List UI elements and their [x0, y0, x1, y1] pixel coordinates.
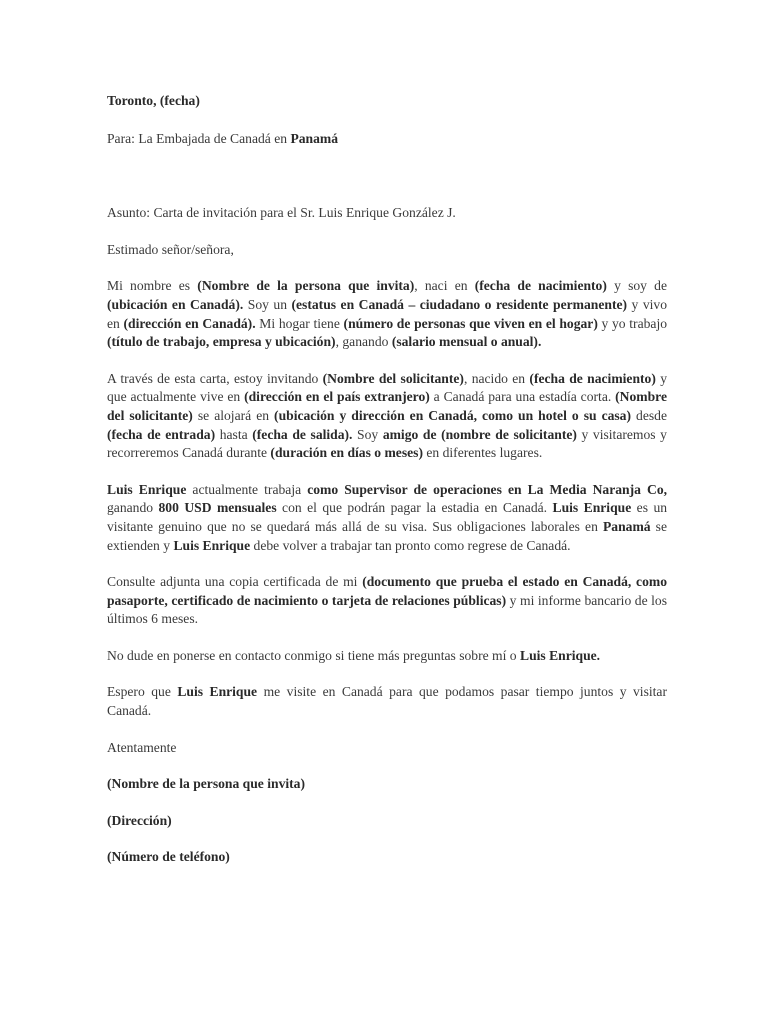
text-run: desde — [631, 407, 667, 423]
bold-run: Panamá — [602, 518, 651, 534]
text-run: , nacido en — [463, 370, 530, 386]
closing: Atentamente — [107, 739, 177, 755]
text-run: No dude en ponerse en contacto conmigo si tiene más preguntas sobre mí o — [107, 647, 520, 663]
bold-run: Luis Enrique — [107, 481, 187, 497]
text-run: es un visitante genuino que no se quedará más allá de su visa. Sus obligaciones laborales en — [107, 500, 668, 534]
paragraph-employment — [107, 481, 667, 555]
text-run: actualmente trabaja — [186, 481, 308, 497]
subject-line: Asunto: Carta de invitación para el Sr. Luis Enrique González J. — [107, 205, 456, 221]
recipient-country: Panamá — [290, 130, 339, 146]
text-run: A través de esta carta, estoy invitando — [107, 370, 323, 386]
bold-run: (Nombre del solicitante) — [322, 370, 464, 386]
greeting: Estimado señor/señora, — [107, 241, 234, 257]
recipient-prefix: Para: La Embajada de Canadá en — [107, 130, 291, 146]
bold-run: (fecha de entrada) — [107, 426, 216, 442]
text-run: y yo trabajo — [597, 315, 668, 331]
text-run: en diferentes lugares. — [422, 445, 543, 461]
text-run: Consulte adjunta una copia certificada de mi — [107, 574, 363, 590]
text-run: debe volver a trabajar tan pronto como regrese de Canadá. — [250, 537, 571, 553]
bold-run: (dirección en el país extranjero) — [244, 389, 430, 405]
text-run: y mi informe bancario de los últimos 6 meses. — [107, 592, 668, 627]
bold-run: (dirección en Canadá). — [123, 315, 256, 331]
bold-run: como Supervisor de operaciones en La Media Naranja Co, — [307, 481, 668, 497]
text-run: Soy un — [243, 296, 292, 312]
text-run: Soy — [352, 426, 383, 442]
bold-run: (Nombre de la persona que invita) — [197, 278, 415, 294]
bold-run: (número de personas que viven en el hogar) — [343, 315, 598, 331]
bold-run: (título de trabajo, empresa y ubicación) — [107, 334, 336, 350]
bold-run: (fecha de nacimiento) — [529, 370, 656, 386]
signature-name: (Nombre de la persona que invita) — [107, 776, 305, 792]
text-run: Espero que — [107, 684, 178, 700]
bold-run: Luis Enrique. — [520, 647, 601, 663]
text-run: con el que podrán pagar la estadia en Canadá. — [276, 500, 553, 516]
text-run: y soy de — [606, 278, 667, 294]
bold-run: (documento que prueba el estado en Canadá, como pasaporte, certificado de nacimiento o tarjeta de relaciones públicas) — [107, 574, 667, 608]
signature-address: (Dirección) — [107, 812, 172, 828]
bold-run: (estatus en Canadá – ciudadano o residente permanente) — [291, 296, 628, 312]
bold-run: (ubicación y dirección en Canadá, como un hotel o su casa) — [274, 407, 632, 423]
bold-run: amigo de (nombre de solicitante) — [382, 426, 577, 442]
paragraph-hope — [107, 683, 667, 720]
bold-run: (salario mensual o anual). — [391, 334, 542, 350]
bold-run: Luis Enrique — [177, 684, 258, 700]
bold-run: (ubicación en Canadá). — [107, 296, 244, 312]
recipient-line — [107, 130, 667, 149]
paragraph-invitation — [107, 370, 667, 463]
signature-phone: (Número de teléfono) — [107, 849, 230, 865]
text-run: Mi hogar tiene — [255, 315, 344, 331]
city-date: Toronto, (fecha) — [107, 93, 200, 108]
bold-run: (duración en días o meses) — [270, 445, 423, 461]
bold-run: (Nombre del solicitante) — [107, 389, 668, 423]
text-run: y vivo en — [107, 296, 667, 331]
text-run: , ganando — [335, 334, 392, 350]
paragraph-documents — [107, 573, 667, 629]
text-run: y visitaremos y recorreremos Canadá durante — [107, 426, 667, 461]
bold-run: (fecha de nacimiento) — [474, 278, 607, 294]
bold-run: 800 USD mensuales — [158, 500, 277, 516]
paragraph-introduction — [107, 277, 667, 351]
text-run: , naci en — [414, 278, 475, 294]
bold-run: Luis Enrique — [552, 500, 632, 516]
text-run: Mi nombre es — [107, 278, 198, 294]
text-run: se alojará en — [192, 407, 275, 423]
paragraph-contact — [107, 647, 667, 666]
bold-run: Luis Enrique — [173, 537, 251, 553]
bold-run: (fecha de salida). — [252, 426, 353, 442]
text-run: se extienden y — [107, 518, 667, 553]
text-run: ganando — [107, 500, 159, 516]
text-run: hasta — [215, 426, 253, 442]
text-run: y que actualmente vive en — [107, 370, 668, 405]
text-run: me visite en Canadá para que podamos pasar tiempo juntos y visitar Canadá. — [107, 684, 667, 719]
text-run: a Canadá para una estadía corta. — [429, 389, 616, 405]
